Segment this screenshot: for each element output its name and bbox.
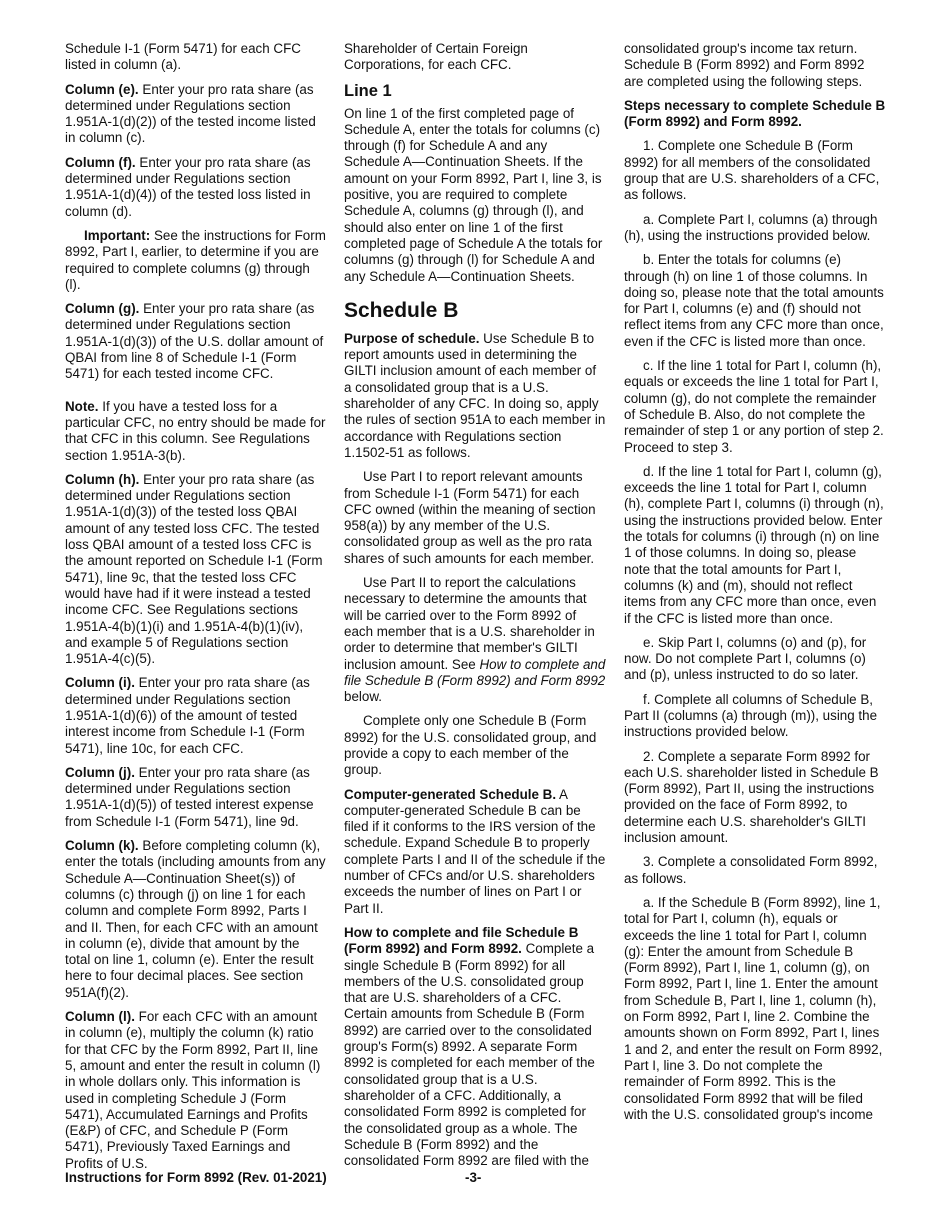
term-heading: Note. (65, 398, 99, 414)
paragraph: Important: See the instructions for Form 8992, Part I, earlier, to determine if you are required to complete columns (g) through (l). (65, 227, 326, 292)
term-heading: Important: (84, 227, 151, 243)
term-heading: Column (j). (65, 764, 135, 780)
step: 3. Complete a consolidated Form 8992, as follows. (624, 854, 878, 886)
term-heading: Purpose of schedule. (344, 330, 480, 346)
schedule-b-heading: Schedule B (344, 298, 459, 322)
column-3 (624, 41, 886, 1131)
paragraph: Column (l). For each CFC with an amount in column (e), multiply the column (k) ratio for that CFC by the Form 8992, Part II, line 5, amount and enter the result in column (l) in whole dollars only. This information is used in completing Schedule J (Form 5471), Accumulated Earnings and Profits (E&P) of CFC, and Schedule P (Form 5471), Previously Taxed Earnings and Profits of U.S. (65, 1009, 321, 1171)
step: 1. Complete one Schedule B (Form 8992) for all members of the consolidated group that are U.S. shareholders of a CFC, as follows. (624, 138, 880, 203)
paragraph: Column (h). Enter your pro rata share (as determined under Regulations section 1.951A-1(d)(3)) of the tested loss QBAI amount of any tested loss CFC. The tested loss QBAI amount of a tested loss CFC is the amount reported on Schedule I-1 (Form 5471), line 9c, that the tested loss CFC would have had if it were instead a tested income CFC. See Regulations sections 1.951A-4(b)(1)(i) and 1.951A-4(b)(1)(iv), and example 5 of Regulations section 1.951A-4(c)(5). (65, 471, 323, 667)
paragraph: How to complete and file Schedule B (Form 8992) and Form 8992. Complete a single Schedule B (Form 8992) for all members of the U.S. consolidated group that are U.S. shareholders of a CFC. Certain amounts from Schedule B (Form 8992) are carried over to the consolidated group's Form(s) 8992. A separate Form 8992 is completed for each member of the consolidated group that is a U.S. shareholder of a CFC. Additionally, a consolidated Form 8992 is completed for the consolidated group as a whole. The Schedule B (Form 8992) and the consolidated Form 8992 are filed with the (344, 924, 595, 1169)
paragraph: Purpose of schedule. Use Schedule B to report amounts used in determining the GILTI inclusion amount of each member of a consolidated group that is a U.S. shareholder of any CFC. In doing so, apply the rules of section 951A to each member in accordance with Regulations section 1.1502-51 as follows. (344, 330, 606, 460)
step: d. If the line 1 total for Part I, column (g), exceeds the line 1 total for Part I, column (h), complete Part I, columns (i) through (n), using the instructions provided below. Enter the totals for columns (i) through (n) on line 1 of those columns. In doing so, please note that the total amounts for Part I, columns (k) and (m), should not reflect items from any CFC more than once, even if the CFC is listed more than once. (624, 463, 884, 626)
column-1 (65, 41, 327, 1180)
term-heading: Column (h). (65, 471, 140, 487)
steps-heading: Steps necessary to complete Schedule B (Form 8992) and Form 8992. (624, 97, 886, 130)
paragraph: Use Part I to report relevant amounts from Schedule I-1 (Form 5471) for each CFC owned (within the meaning of section 958(a)) by any member of the U.S. consolidated group as well as the pro rata shares of such amounts for each member. (344, 469, 596, 566)
column-2 (344, 41, 606, 1177)
paragraph: consolidated group's income tax return. Schedule B (Form 8992) and Form 8992 are completed using the following steps. (624, 41, 865, 89)
step: a. Complete Part I, columns (a) through (h), using the instructions provided below. (624, 211, 878, 243)
term-heading: Column (i). (65, 675, 135, 691)
term-heading: Column (g). (65, 301, 140, 317)
paragraph: Computer-generated Schedule B. A computer-generated Schedule B can be filed if it conforms to the IRS version of the schedule. Expand Schedule B to properly complete Parts I and II of the schedule if the number of CFCs and/or U.S. shareholders exceeds the number of lines on Part I or Part II. (344, 786, 606, 916)
paragraph: Complete only one Schedule B (Form 8992) for the U.S. consolidated group, and provide a copy to each member of the group. (344, 713, 597, 778)
paragraph: Column (f). Enter your pro rata share (as determined under Regulations section 1.951A-1(d)(4)) of the tested loss listed in column (d). (65, 154, 311, 219)
paragraph: Note. If you have a tested loss for a particular CFC, no entry should be made for that CFC in this column. See Regulations section 1.951A-3(b). (65, 398, 326, 463)
cross-reference: How to complete and file Schedule B (Form 8992) and Form 8992 (344, 656, 606, 688)
paragraph: Column (j). Enter your pro rata share (as determined under Regulations section 1.951A-1(d)(5)) of tested interest expense from Schedule I-1 (Form 5471), line 9d. (65, 764, 314, 829)
paragraph: Shareholder of Certain Foreign Corporations, for each CFC. (344, 41, 528, 73)
step: e. Skip Part I, columns (o) and (p), for now. Do not complete Part I, columns (o) and (p), unless instructed to do so later. (624, 634, 867, 683)
paragraph: Schedule I-1 (Form 5471) for each CFC listed in column (a). (65, 41, 301, 73)
paragraph: Use Part II to report the calculations necessary to determine the amounts that will be carried over to the Form 8992 of each member that is a U.S. shareholder in order to determine that member's GILTI inclusion amount. See How to complete and file Schedule B (Form 8992) and Form 8992 below. (344, 575, 606, 705)
step: c. If the line 1 total for Part I, column (h), equals or exceeds the line 1 total for Part I, column (g), do not complete the remainder of Schedule B. Also, do not complete the remainder of step 1 or any portion of step 2. Proceed to step 3. (624, 358, 884, 455)
paragraph: Column (g). Enter your pro rata share (as determined under Regulations section 1.951A-1(d)(3)) of the U.S. dollar amount of QBAI from line 8 of Schedule I-1 (Form 5471) for each tested income CFC. (65, 301, 324, 382)
step: f. Complete all columns of Schedule B, Part II (columns (a) through (m)), using the instructions provided below. (624, 691, 878, 740)
term-heading: Computer-generated Schedule B. (344, 786, 557, 802)
step: b. Enter the totals for columns (e) through (h) on line 1 of those columns. In doing so, please note that the total amounts for Part I, columns (e) and (f) should not reflect items from any CFC more than once, even if the CFC is listed more than once. (624, 252, 884, 349)
paragraph: Column (i). Enter your pro rata share (as determined under Regulations section 1.951A-1(d)(6)) of the amount of tested interest income from Schedule I-1 (Form 5471), line 10c, for each CFC. (65, 675, 310, 756)
paragraph: Column (e). Enter your pro rata share (as determined under Regulations section 1.951A-1(d)(2)) of the tested income listed in column (c). (65, 81, 316, 146)
term-heading: Column (k). (65, 838, 139, 854)
step: a. If the Schedule B (Form 8992), line 1, total for Part I, column (h), equals or exceeds the line 1 total for Part I, column (g): Enter the amount from Schedule B (Form 8992), Part I, line 1, column (g), on Form 8992, Part I, line 1. Enter the amount from Schedule B, Part I, line 1, column (h), on Form 8992, Part I, line 2. Combine the amounts shown on Form 8992, Part I, lines 1 and 2, and enter the result on Form 8992, Part I, line 3. Do not complete the remainder of Form 8992. This is the consolidated Form 8992 that will be filed with the U.S. consolidated group's income (624, 894, 883, 1122)
page-number: -3- (465, 1170, 482, 1185)
line-1-heading: Line 1 (344, 81, 392, 100)
term-heading: How to complete and file Schedule B (Form 8992) and Form 8992. (344, 924, 579, 957)
term-heading: Column (f). (65, 154, 136, 170)
term-heading: Column (e). (65, 81, 139, 97)
term-heading: Column (l). (65, 1009, 135, 1025)
paragraph: Column (k). Before completing column (k), enter the totals (including amounts from any Schedule A—Continuation Sheet(s)) of columns (c) through (j) on line 1 for each column and complete Form 8992, Parts I and II. Then, for each CFC with an amount in column (e), divide that amount by the total on line 1, column (e). Enter the result here to four decimal places. See section 951A(f)(2). (65, 838, 326, 1000)
step: 2. Complete a separate Form 8992 for each U.S. shareholder listed in Schedule B (Form 8992), Part II, using the instructions provided on the face of Form 8992, to determine each U.S. shareholder's GILTI inclusion amount. (624, 748, 879, 846)
paragraph: On line 1 of the first completed page of Schedule A, enter the totals for columns (c) through (f) for Schedule A and any Schedule A—Continuation Sheets. If the amount on your Form 8992, Part I, line 3, is positive, you are required to complete Schedule A, columns (g) through (l), and should also enter on line 1 of the first completed page of Schedule A the totals for columns (g) through (l) for Schedule A and any Schedule A—Continuation Sheets. (344, 105, 603, 284)
footer-form-title: Instructions for Form 8992 (Rev. 01-2021) (65, 1170, 327, 1185)
